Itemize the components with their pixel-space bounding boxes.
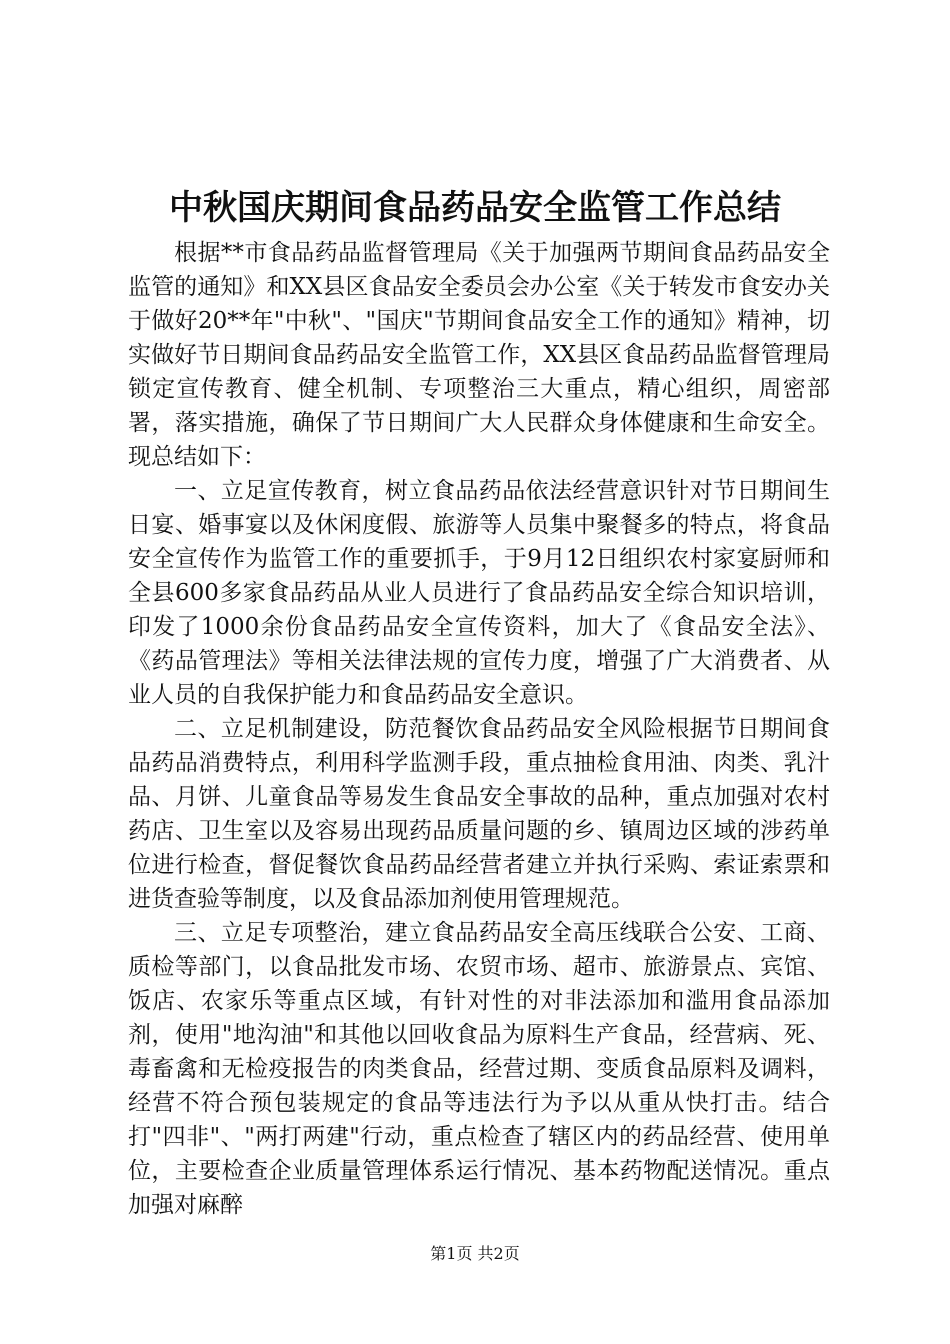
document-body: [128, 236, 830, 1222]
section-two-paragraph: 二、立足机制建设，防范餐饮食品药品安全风险根据节日期间食品药品消费特点，利用科学监测手段，重点抽检食用油、肉类、乳汁品、月饼、儿童食品等易发生食品安全事故的品种，重点加强对农村药店、卫生室以及容易出现药品质量问题的乡、镇周边区域的涉药单位进行检查，督促餐饮食品药品经营者建立并执行采购、索证索票和进货查验等制度，以及食品添加剂使用管理规范。: [128, 716, 830, 912]
section-one-paragraph: 一、立足宣传教育，树立食品药品依法经营意识针对节日期间生日宴、婚事宴以及休闲度假、旅游等人员集中聚餐多的特点，将食品安全宣传作为监管工作的重要抓手，于9月12日组织农村家宴厨师和全县600多家食品药品从业人员进行了食品药品安全综合知识培训，印发了1000余份食品药品安全宣传资料，加大了《食品安全法》、《药品管理法》等相关法律法规的宣传力度，增强了广大消费者、从业人员的自我保护能力和食品药品安全意识。: [128, 478, 830, 708]
page-number-footer: 第1页 共2页: [430, 1244, 520, 1263]
intro-paragraph: 根据**市食品药品监督管理局《关于加强两节期间食品药品安全监管的通知》和XX县区食品安全委员会办公室《关于转发市食安办关于做好20**年"中秋"、"国庆"节期间食品安全工作的通知》精神，切实做好节日期间食品药品安全监管工作，XX县区食品药品监督管理局锁定宣传教育、健全机制、专项整治三大重点，精心组织，周密部署，落实措施，确保了节日期间广大人民群众身体健康和生命安全。现总结如下：: [128, 240, 830, 470]
document-title: 中秋国庆期间食品药品安全监管工作总结: [169, 188, 781, 228]
section-three-paragraph: 三、立足专项整治，建立食品药品安全高压线联合公安、工商、质检等部门，以食品批发市场、农贸市场、超市、旅游景点、宾馆、饭店、农家乐等重点区域，有针对性的对非法添加和滥用食品添加剂，使用"地沟油"和其他以回收食品为原料生产食品，经营病、死、毒畜禽和无检疫报告的肉类食品，经营过期、变质食品原料及调料，经营不符合预包装规定的食品等违法行为予以从重从快打击。结合打"四非"、"两打两建"行动，重点检查了辖区内的药品经营、使用单位，主要检查企业质量管理体系运行情况、基本药物配送情况。重点加强对麻醉: [128, 920, 830, 1218]
